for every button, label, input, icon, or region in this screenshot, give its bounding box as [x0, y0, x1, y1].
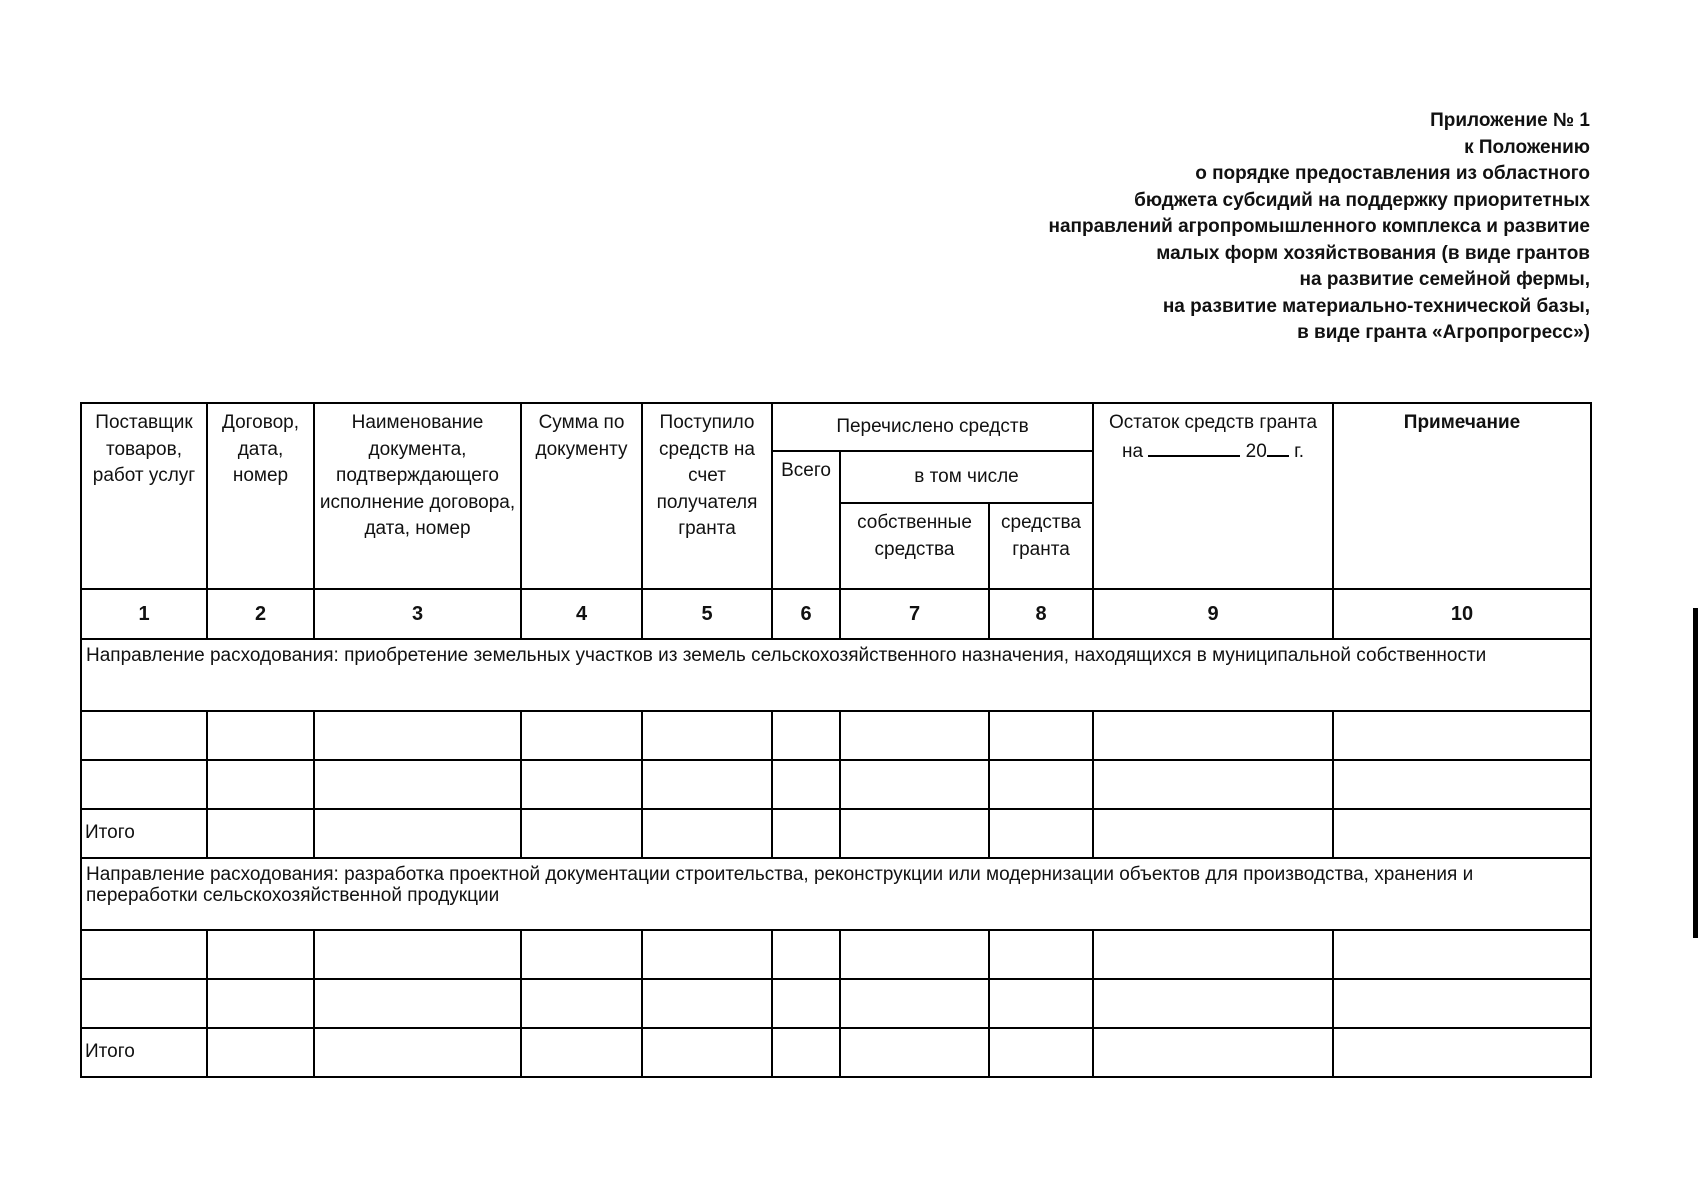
- table-cell[interactable]: [1093, 930, 1333, 979]
- table-cell[interactable]: [989, 760, 1093, 809]
- table-cell[interactable]: [840, 760, 989, 809]
- table-cell[interactable]: [642, 1028, 772, 1077]
- table-cell[interactable]: [314, 979, 521, 1028]
- column-number: 8: [989, 589, 1093, 639]
- table-cell[interactable]: [989, 711, 1093, 760]
- table-cell[interactable]: [521, 711, 642, 760]
- table-cell[interactable]: [521, 809, 642, 858]
- table-cell[interactable]: [772, 979, 840, 1028]
- table-cell[interactable]: [840, 930, 989, 979]
- col-header-contract: Договор, дата, номер: [207, 403, 314, 589]
- table-cell[interactable]: [772, 711, 840, 760]
- table-cell[interactable]: [81, 930, 207, 979]
- table-cell[interactable]: [840, 711, 989, 760]
- table-cell[interactable]: [772, 809, 840, 858]
- header-line: о порядке предоставления из областного: [1195, 163, 1590, 184]
- total-label: Итого: [81, 809, 207, 858]
- table-cell[interactable]: [81, 760, 207, 809]
- table-cell[interactable]: [207, 930, 314, 979]
- col-header-note: Примечание: [1333, 403, 1591, 589]
- table-cell[interactable]: [314, 760, 521, 809]
- table-cell[interactable]: [521, 760, 642, 809]
- table-cell[interactable]: [1093, 979, 1333, 1028]
- table-cell[interactable]: [207, 711, 314, 760]
- table-cell[interactable]: [207, 760, 314, 809]
- table-cell[interactable]: [314, 711, 521, 760]
- remainder-suffix: г.: [1294, 440, 1304, 462]
- table-cell[interactable]: [989, 930, 1093, 979]
- remainder-prefix: Остаток средств гранта на: [1108, 412, 1318, 462]
- table-cell[interactable]: [1333, 809, 1591, 858]
- column-number: 6: [772, 589, 840, 639]
- header-line: в виде гранта «Агропрогресс»): [1297, 322, 1590, 343]
- grant-expenditure-table: [80, 402, 1592, 1078]
- table-row: [81, 979, 1591, 1028]
- col-header-doc-sum: Сумма по документу: [521, 403, 642, 589]
- col-header-including: в том числе: [840, 451, 1093, 503]
- table-cell[interactable]: [1333, 930, 1591, 979]
- remainder-year: 20: [1245, 440, 1267, 462]
- table-cell[interactable]: [207, 1028, 314, 1077]
- table-cell[interactable]: [81, 711, 207, 760]
- appendix-header: [860, 108, 1590, 347]
- table-cell[interactable]: [840, 809, 989, 858]
- table-cell[interactable]: [1093, 760, 1333, 809]
- date-blank-field[interactable]: [1148, 437, 1240, 457]
- table-cell[interactable]: [1093, 1028, 1333, 1077]
- section-title: Направление расходования: разработка проектной документации строительства, реконструкции или модернизации объектов для производства, хранения и переработки сельскохозяйственной продукции: [81, 858, 1591, 930]
- header-line: к Положению: [1464, 136, 1590, 158]
- table-row: [81, 760, 1591, 809]
- table-cell[interactable]: [642, 930, 772, 979]
- scan-edge-mark: [1693, 608, 1698, 938]
- table-cell[interactable]: [642, 711, 772, 760]
- column-number: 7: [840, 589, 989, 639]
- column-number: 4: [521, 589, 642, 639]
- table-cell[interactable]: [314, 1028, 521, 1077]
- table-cell[interactable]: [772, 930, 840, 979]
- table-cell[interactable]: [521, 930, 642, 979]
- table-cell[interactable]: [1093, 809, 1333, 858]
- col-header-received: Поступило средств на счет получателя гранта: [642, 403, 772, 589]
- year-blank-field[interactable]: [1267, 437, 1289, 457]
- col-header-remainder: [1093, 403, 1333, 589]
- table-row: [81, 930, 1591, 979]
- table-cell[interactable]: [1333, 979, 1591, 1028]
- header-line: на развитие материально-технической базы,: [1162, 295, 1590, 317]
- table-cell[interactable]: [521, 1028, 642, 1077]
- table-cell[interactable]: [772, 760, 840, 809]
- column-number: 9: [1093, 589, 1333, 639]
- table-cell[interactable]: [81, 979, 207, 1028]
- table-cell[interactable]: [989, 979, 1093, 1028]
- table-cell[interactable]: [642, 979, 772, 1028]
- column-number: 1: [81, 589, 207, 639]
- table-cell[interactable]: [314, 809, 521, 858]
- col-header-supplier: Поставщик товаров, работ услуг: [81, 403, 207, 589]
- header-line: направлений агропромышленного комплекса и развитие: [1048, 216, 1590, 237]
- header-line: Приложение № 1: [1430, 110, 1590, 131]
- header-line: малых форм хозяйствования (в виде грантов: [1156, 242, 1590, 264]
- table-cell[interactable]: [642, 760, 772, 809]
- table-cell[interactable]: [642, 809, 772, 858]
- total-label: Итого: [81, 1028, 207, 1077]
- table-cell[interactable]: [1333, 760, 1591, 809]
- table-cell[interactable]: [314, 930, 521, 979]
- col-header-own-funds: собственные средства: [840, 503, 989, 589]
- total-row: [81, 809, 1591, 858]
- header-line: на развитие семейной фермы,: [1299, 269, 1590, 290]
- table-cell[interactable]: [207, 979, 314, 1028]
- column-number: 3: [314, 589, 521, 639]
- column-number: 2: [207, 589, 314, 639]
- column-number: 10: [1333, 589, 1591, 639]
- section-title: Направление расходования: приобретение земельных участков из земель сельскохозяйственного назначения, находящихся в муниципальной собственности: [81, 639, 1591, 711]
- table-row: [81, 711, 1591, 760]
- col-header-document: Наименование документа, подтверждающего исполнение договора, дата, номер: [314, 403, 521, 589]
- table-cell[interactable]: [989, 809, 1093, 858]
- table-cell[interactable]: [1333, 711, 1591, 760]
- table-cell[interactable]: [840, 1028, 989, 1077]
- header-line: бюджета субсидий на поддержку приоритетных: [1134, 189, 1590, 211]
- table-cell[interactable]: [1093, 711, 1333, 760]
- col-header-total: Всего: [772, 451, 840, 589]
- table-cell[interactable]: [840, 979, 989, 1028]
- table-cell[interactable]: [772, 1028, 840, 1077]
- table-cell[interactable]: [989, 1028, 1093, 1077]
- table-cell[interactable]: [207, 809, 314, 858]
- table-cell[interactable]: [521, 979, 642, 1028]
- col-header-transferred: Перечислено средств: [772, 403, 1093, 451]
- column-number: 5: [642, 589, 772, 639]
- table-cell[interactable]: [1333, 1028, 1591, 1077]
- total-row: [81, 1028, 1591, 1077]
- col-header-grant-funds: средства гранта: [989, 503, 1093, 589]
